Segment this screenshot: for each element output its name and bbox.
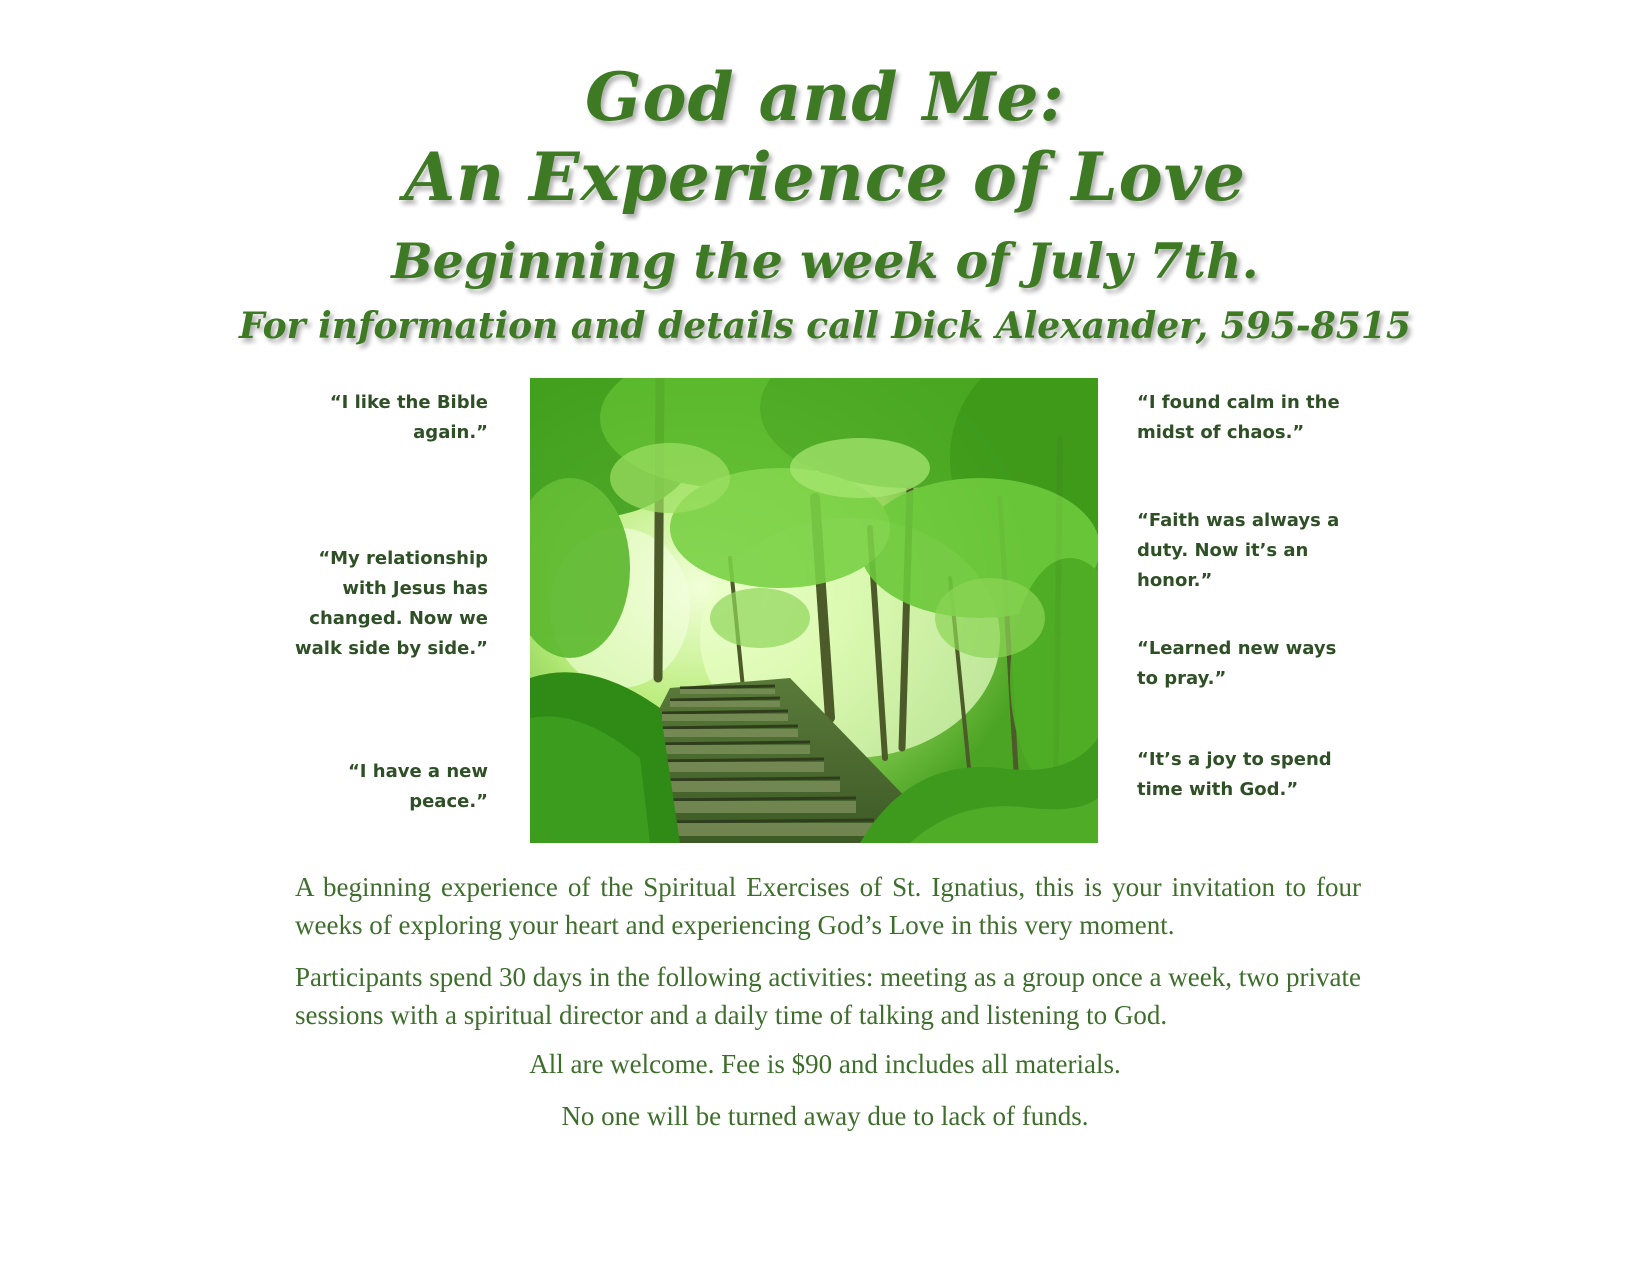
contact-line: For information and details call Dick Alexander, 595-8515 <box>239 305 1411 347</box>
quote-left-2: “My relationship with Jesus has changed. Now we walk side by side.” <box>295 548 488 659</box>
quote-right-4: “It’s a joy to spend time with God.” <box>1137 749 1332 800</box>
quote-right-1: “I found calm in the midst of chaos.” <box>1137 392 1340 443</box>
forest-path-photo <box>530 378 1098 843</box>
quote-left-3: “I have a new peace.” <box>347 761 488 812</box>
paragraph-invitation: A beginning experience of the Spiritual Exercises of St. Ignatius, this is your invitation to four weeks of exploring your heart and experiencing God’s Love in this very moment. <box>295 872 1361 940</box>
title-line-2: An Experience of Love <box>403 138 1247 216</box>
funds-line: No one will be turned away due to lack of funds. <box>561 1101 1089 1131</box>
subtitle: Beginning the week of July 7th. <box>391 232 1259 290</box>
quote-left-1: “I like the Bible again.” <box>329 392 488 443</box>
title-line-1: God and Me: <box>585 58 1065 136</box>
fee-line: All are welcome. Fee is $90 and includes all materials. <box>529 1049 1121 1079</box>
paragraph-activities: Participants spend 30 days in the following activities: meeting as a group once a week, two private sessions with a spiritual director and a daily time of talking and listening to God. <box>295 962 1361 1030</box>
quote-right-3: “Learned new ways to pray.” <box>1137 638 1337 689</box>
quote-right-2: “Faith was always a duty. Now it’s an honor.” <box>1137 510 1340 591</box>
